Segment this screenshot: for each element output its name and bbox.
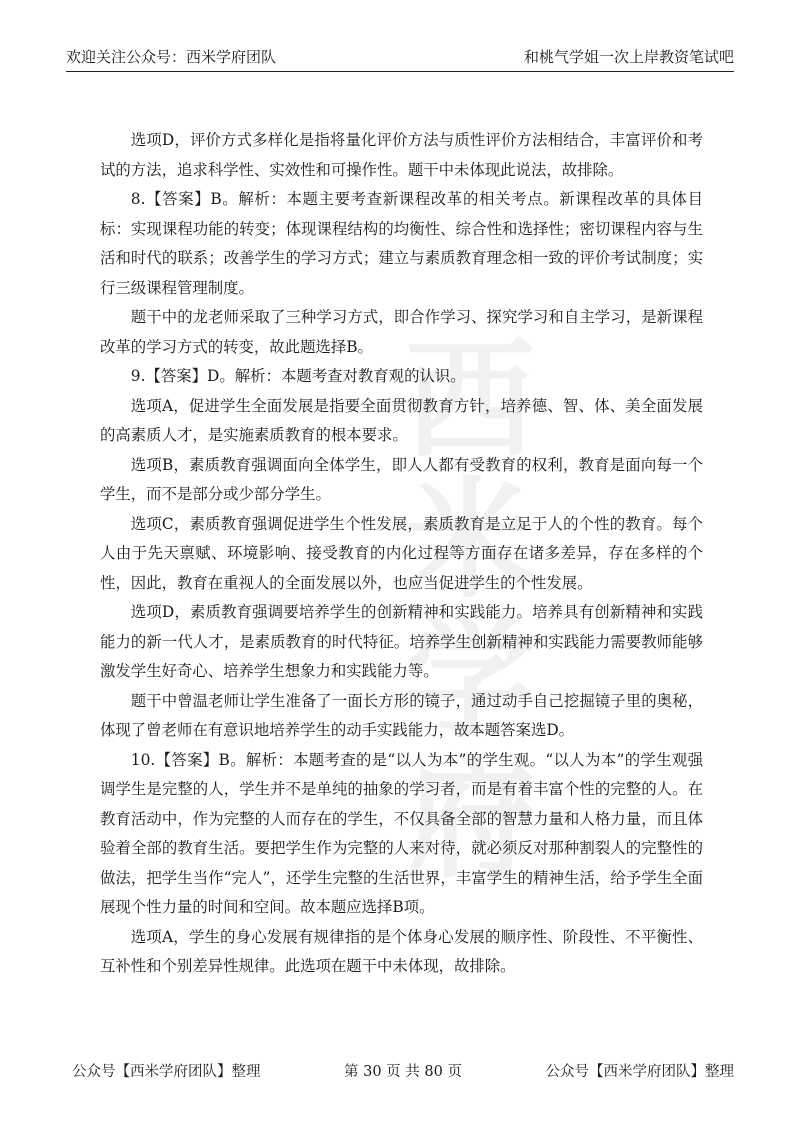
paragraph: 选项A，促进学生全面发展是指要全面贯彻教育方针，培养德、智、体、美全面发展的高素质人才，是实施素质教育的根本要求。 xyxy=(100,396,703,444)
header-right-text: 和桃气学姐一次上岸教资笔试吧 xyxy=(523,48,734,66)
page-footer xyxy=(72,1060,734,1081)
footer-left-text: 公众号【西米学府团队】整理 xyxy=(72,1064,261,1080)
paragraph: 10.【答案】B。解析：本题考查的是“以人为本”的学生观。“以人为本”的学生观强调学生是完整的人，学生并不是单纯的抽象的学习者，而是有着丰富个性的完整的人。在教育活动中，作为完整的人而存在的学生，不仅具备全部的智慧力量和人格力量，而且体验着全部的教育生活。要把学生作为完整的人来对待，就必须反对那种割裂人的完整性的做法，把学生当作“完人”，还学生完整的生活世界，丰富学生的精神生活，给予学生全面展现个性力量的时间和空间。故本题应选择B项。 xyxy=(100,750,703,916)
footer-right-text: 公众号【西米学府团队】整理 xyxy=(545,1064,734,1080)
paragraph: 选项A，学生的身心发展有规律指的是个体身心发展的顺序性、阶段性、不平衡性、互补性和个别差异性规律。此选项在题干中未体现，故排除。 xyxy=(100,927,703,975)
watermark: 西米学府 xyxy=(404,324,535,896)
page-header xyxy=(66,44,734,72)
paragraph: 8.【答案】B。解析：本题主要考查新课程改革的相关考点。新课程改革的具体目标：实现课程功能的转变；体现课程结构的均衡性、综合性和选择性；密切课程内容与生活和时代的联系；改善学生的学习方式；建立与素质教育理念相一致的评价考试制度；实行三级课程管理制度。 xyxy=(100,190,703,297)
paragraph: 选项D，评价方式多样化是指将量化评价方法与质性评价方法相结合，丰富评价和考试的方法，追求科学性、实效性和可操作性。题干中未体现此说法，故排除。 xyxy=(100,131,703,179)
paragraph: 题干中曾温老师让学生准备了一面长方形的镜子，通过动手自己挖掘镜子里的奥秘，体现了曾老师在有意识地培养学生的动手实践能力，故本题答案选D。 xyxy=(100,691,703,739)
page-number: 第 30 页 共 80 页 xyxy=(344,1064,462,1080)
paragraph: 9.【答案】D。解析：本题考查对教育观的认识。 xyxy=(130,367,466,385)
paragraph: 题干中的龙老师采取了三种学习方式，即合作学习、探究学习和自主学习，是新课程改革的学习方式的转变，故此题选择B。 xyxy=(100,308,703,356)
paragraph: 选项B，素质教育强调面向全体学生，即人人都有受教育的权利，教育是面向每一个学生，而不是部分或少部分学生。 xyxy=(100,455,703,503)
paragraph: 选项C，素质教育强调促进学生个性发展，素质教育是立足于人的个性的教育。每个人由于先天禀赋、环境影响、接受教育的内化过程等方面存在诸多差异，存在多样的个性，因此，教育在重视人的全面发展以外，也应当促进学生的个性发展。 xyxy=(100,514,703,592)
document-body xyxy=(100,126,703,982)
paragraph: 选项D，素质教育强调要培养学生的创新精神和实践能力。培养具有创新精神和实践能力的新一代人才，是素质教育的时代特征。培养学生创新精神和实践能力需要教师能够激发学生好奇心、培养学生想象力和实践能力等。 xyxy=(100,603,703,680)
header-left-text: 欢迎关注公众号：西米学府团队 xyxy=(66,48,277,66)
